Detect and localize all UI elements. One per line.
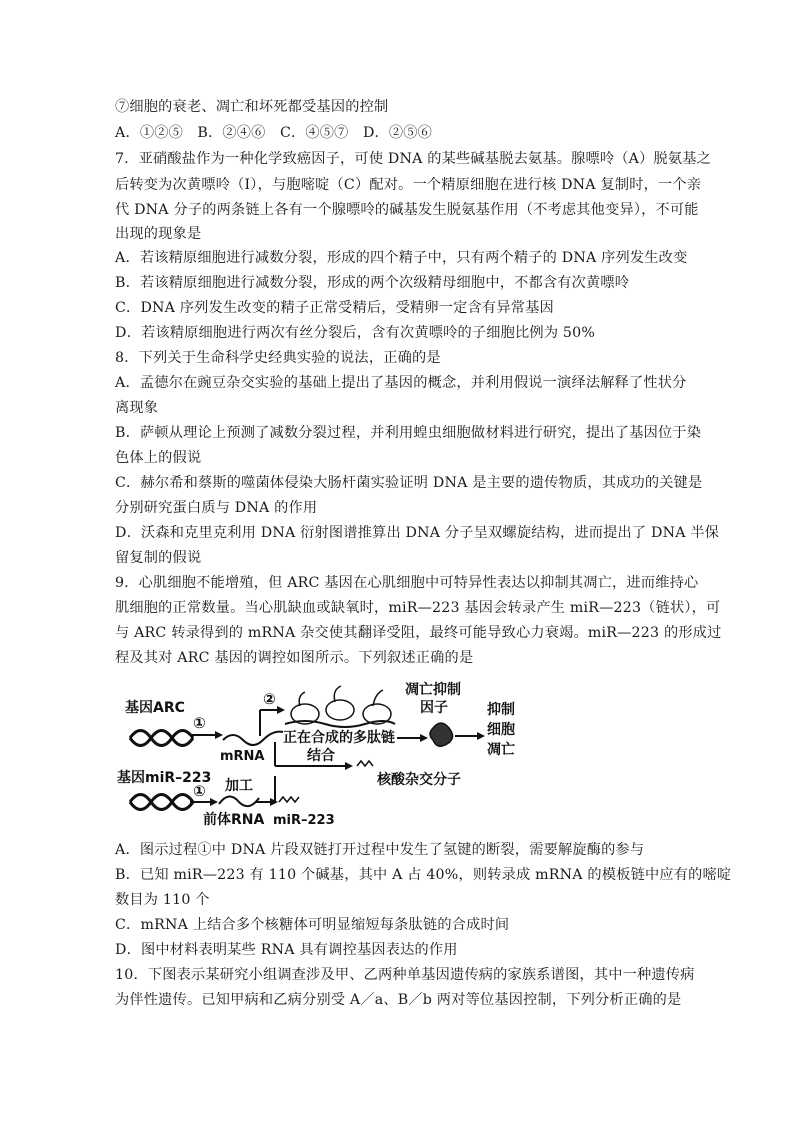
step-1b-label: ① bbox=[193, 782, 206, 800]
inhibit-label-2: 细胞 bbox=[487, 722, 515, 738]
text-line: 留复制的假说 bbox=[115, 550, 202, 566]
text-line: 离现象 bbox=[115, 400, 159, 416]
diagram-svg bbox=[115, 680, 615, 828]
question-8-stem: 8．下列关于生命科学史经典实验的说法，正确的是 bbox=[115, 350, 441, 366]
step-1-label: ① bbox=[193, 714, 206, 732]
text-line: 色体上的假说 bbox=[115, 450, 202, 466]
arc-mir223-diagram bbox=[115, 680, 615, 828]
text-line: 代 DNA 分子的两条链上各有一个腺嘌呤的碱基发生脱氨基作用（不考虑其他变异），不可能 bbox=[115, 202, 699, 218]
option-9c: C．mRNA 上结合多个核糖体可明显缩短每条肽链的合成时间 bbox=[115, 917, 510, 933]
ribosome-icons bbox=[285, 686, 395, 727]
inhibit-label-1: 抑制 bbox=[487, 702, 515, 718]
text-line: 与 ARC 转录得到的 mRNA 杂交使其翻译受阻，最终可能导致心力衰竭。miR—223 的形成过 bbox=[115, 625, 722, 641]
option-9a: A．图示过程①中 DNA 片段双链打开过程中发生了氢键的断裂，需要解旋酶的参与 bbox=[115, 842, 645, 858]
dna-helix-mir-icon bbox=[130, 795, 193, 810]
option-8a: A．孟德尔在豌豆杂交实验的基础上提出了基因的概念，并利用假说一演绎法解释了性状分 bbox=[115, 375, 687, 391]
bind-arrow-head bbox=[345, 762, 353, 770]
mir223-label: miR–223 bbox=[273, 813, 335, 828]
option-8c: C．赫尔希和蔡斯的噬菌体侵染大肠杆菌实验证明 DNA 是主要的遗传物质，其成功的关键是 bbox=[115, 475, 703, 491]
precursor-label: 前体RNA bbox=[203, 812, 265, 828]
option-8b: B．萨顿从理论上预测了减数分裂过程，并利用蝗虫细胞做材料进行研究，提出了基因位于染 bbox=[115, 425, 702, 441]
process-label: 加工 bbox=[225, 778, 253, 794]
option-8d: D．沃森和克里克利用 DNA 衍射图谱推算出 DNA 分子呈双螺旋结构，进而提出了 DNA 半保 bbox=[115, 525, 720, 541]
arrow-4-head bbox=[477, 732, 485, 740]
polypeptide-label: 正在合成的多肽链 bbox=[283, 730, 395, 746]
option-7d: D．若该精原细胞进行两次有丝分裂后，含有次黄嘌呤的子细胞比例为 50% bbox=[115, 325, 596, 341]
arrow-3-head bbox=[420, 734, 428, 742]
question-9-stem: 9．心肌细胞不能增殖，但 ARC 基因在心肌细胞中可特异性表达以抑制其凋亡，进而维持心 bbox=[115, 575, 699, 591]
gene-arc-label: 基因ARC bbox=[125, 700, 185, 716]
hybrid-molecule-icon bbox=[357, 761, 373, 766]
question-10-stem: 10．下图表示某研究小组调查涉及甲、乙两种单基因遗传病的家族系谱图，其中一种遗传病 bbox=[115, 967, 695, 983]
bind-label: 结合 bbox=[307, 748, 335, 764]
text-line: ⑦细胞的衰老、凋亡和坏死都受基因的控制 bbox=[115, 99, 389, 115]
arrow-1-head bbox=[215, 731, 223, 739]
text-line: 分别研究蛋白质与 DNA 的作用 bbox=[115, 500, 318, 516]
hybrid-label: 核酸杂交分子 bbox=[377, 772, 461, 788]
option-9d: D．图中材料表明某些 RNA 具有调控基因表达的作用 bbox=[115, 942, 458, 958]
option-7a: A．若该精原细胞进行减数分裂，形成的四个精子中，只有两个精子的 DNA 序列发生改变 bbox=[115, 250, 688, 266]
text-line: 数目为 110 个 bbox=[115, 892, 210, 908]
option-7b: B．若该精原细胞进行减数分裂，形成的两个次级精母细胞中，不都含有次黄嘌呤 bbox=[115, 275, 630, 291]
mir223-molecule-icon bbox=[279, 797, 299, 802]
text-line: 后转变为次黄嘌呤（I），与胞嘧啶（C）配对。一个精原细胞在进行核 DNA 复制时，一个亲 bbox=[115, 177, 702, 193]
text-line: 程及其对 ARC 基因的调控如图所示。下列叙述正确的是 bbox=[115, 650, 474, 666]
inhibit-label-3: 凋亡 bbox=[487, 742, 515, 758]
dna-helix-arc-icon bbox=[130, 731, 193, 746]
apoptosis-factor-label-2: 因子 bbox=[420, 700, 448, 716]
question-7-stem: 7．亚硝酸盐作为一种化学致癌因子，可使 DNA 的某些碱基脱去氨基。腺嘌呤（A）脱氨基之 bbox=[115, 151, 712, 167]
text-line: 为伴性遗传。已知甲病和乙病分别受 A／a、B／b 两对等位基因控制，下列分析正确的是 bbox=[115, 992, 682, 1008]
text-line: 出现的现象是 bbox=[115, 226, 202, 242]
precursor-rna-icon bbox=[219, 796, 259, 806]
step-2-label: ② bbox=[263, 690, 276, 708]
mrna-label: mRNA bbox=[220, 749, 265, 764]
option-7c: C．DNA 序列发生改变的精子正常受精后，受精卵一定含有异常基因 bbox=[115, 300, 554, 316]
text-line: 肌细胞的正常数量。当心肌缺血或缺氧时，miR—223 基因会转录产生 miR—223（链状），可 bbox=[115, 600, 721, 616]
arrow-2-head bbox=[277, 706, 285, 714]
apoptosis-factor-label-1: 凋亡抑制 bbox=[405, 682, 461, 698]
option-9b: B．已知 miR—223 有 110 个碱基，其中 A 占 40%，则转录成 mRNA 的模板链中应有的嘧啶 bbox=[115, 867, 732, 883]
arrow-5-head bbox=[210, 798, 218, 806]
gene-mir-label: 基因miR–223 bbox=[117, 770, 212, 786]
answer-choices-q6: A．①②⑤ B．②④⑥ C．④⑤⑦ D．②⑤⑥ bbox=[115, 125, 433, 141]
protein-blob-icon bbox=[430, 723, 453, 746]
